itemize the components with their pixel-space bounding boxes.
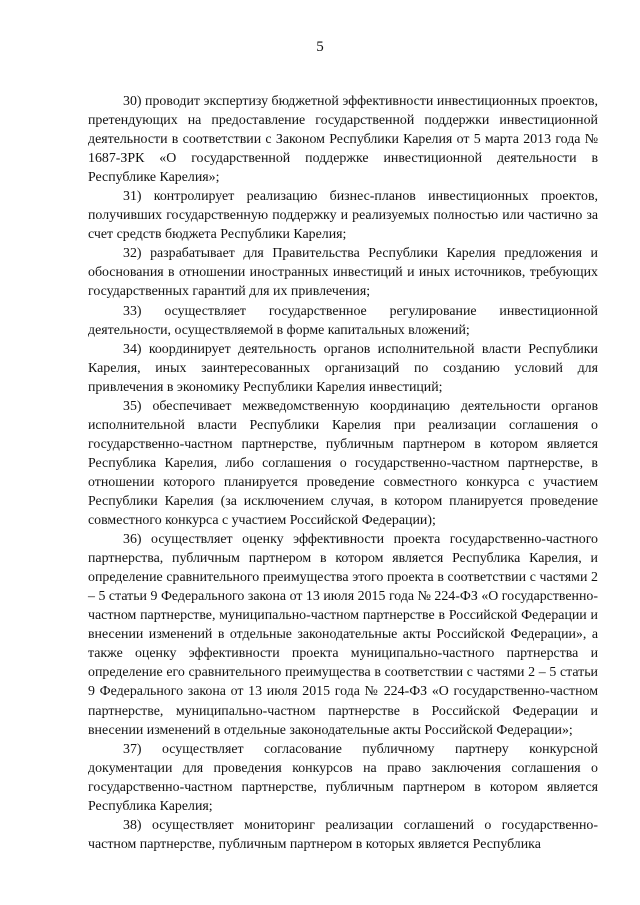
paragraph-item-33: 33) осуществляет государственное регулирование инвестиционной деятельности, осуществляемой в форме капитальных вложений; <box>88 303 598 338</box>
paragraph-item-36: 36) осуществляет оценку эффективности проекта государственно-частного партнерства, публичным партнером в котором является Республика Карелия, и определение сравнительного преимущества этого проекта в соответствии с частями 2 – 5 статьи 9 Федерального закона от 13 июля 2015 года № 224-ФЗ «О государственно-частном партнерстве, муниципально-частном партнерстве в Российской Федерации и внесении изменений в отдельные законодательные акты Российской Федерации», а также оценку эффективности проекта муниципально-частного партнерства и определение его сравнительного преимущества в соответствии с частями 2 – 5 статьи 9 Федерального закона от 13 июля 2015 года № 224-ФЗ «О государственно-частном партнерстве, муниципально-частном партнерстве в Российской Федерации и внесении изменений в отдельные законодательные акты Российской Федерации»; <box>88 532 598 738</box>
page-number: 5 <box>316 39 324 55</box>
paragraph-item-31: 31) контролирует реализацию бизнес-планов инвестиционных проектов, получивших государственную поддержку и реализуемых полностью или частично за счет средств бюджета Республики Карелия; <box>88 189 598 243</box>
paragraph-item-38: 38) осуществляет мониторинг реализации соглашений о государственно-частном партнерстве, публичным партнером в которых является Республика <box>88 817 598 852</box>
paragraph-item-30: 30) проводит экспертизу бюджетной эффективности инвестиционных проектов, претендующих на предоставление государственной поддержки инвестиционной деятельности в соответствии с Законом Республики Карелия от 5 марта 2013 года № 1687-ЗРК «О государственной поддержке инвестиционной деятельности в Республике Карелия»; <box>88 94 598 186</box>
paragraph-item-34: 34) координирует деятельность органов исполнительной власти Республики Карелия, иных заинтересованных организаций по созданию условий для привлечения в экономику Республики Карелия инвестиций; <box>88 341 598 395</box>
paragraph-item-35: 35) обеспечивает межведомственную координацию деятельности органов исполнительной власти Республики Карелия при реализации соглашения о государственно-частном партнерстве, публичным партнером в котором является Республика Карелия, либо соглашения о государственно-частном партнерстве, в отношении которого планируется проведение совместного конкурса с участием Республики Карелия (за исключением случая, в котором планируется проведение совместного конкурса с участием Российской Федерации); <box>88 398 598 529</box>
paragraph-item-32: 32) разрабатывает для Правительства Республики Карелия предложения и обоснования в отношении иностранных инвестиций и иных источников, требующих государственных гарантий для их привлечения; <box>88 246 598 300</box>
document-body <box>88 92 598 854</box>
paragraph-item-37: 37) осуществляет согласование публичному партнеру конкурсной документации для проведения конкурсов на право заключения соглашения о государственно-частном партнерстве, публичным партнером в котором является Республика Карелия; <box>88 741 598 814</box>
